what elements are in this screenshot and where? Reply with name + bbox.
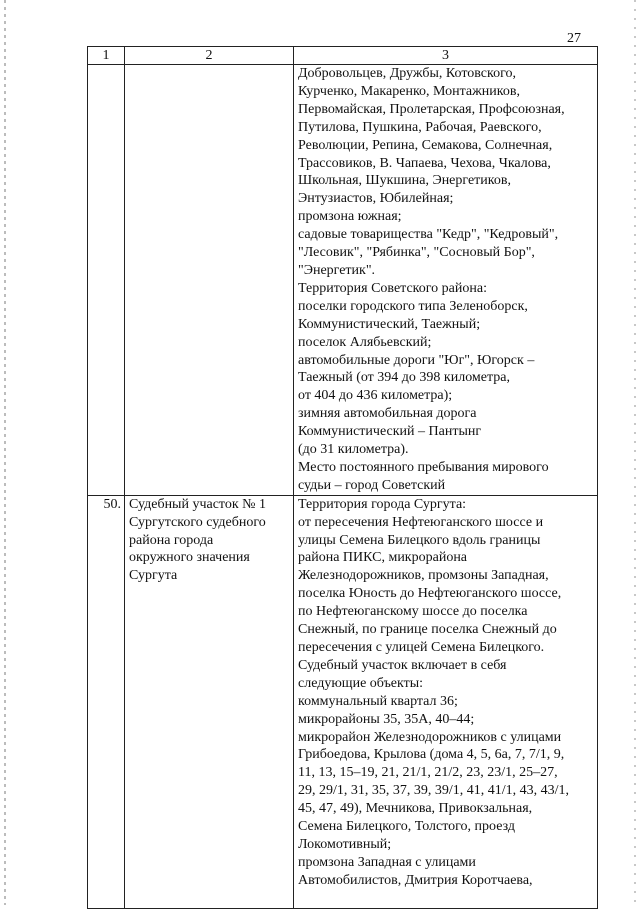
- text-line: улицы Семена Билецкого вдоль границы: [298, 532, 541, 548]
- text-line: зимняя автомобильная дорога: [298, 406, 477, 422]
- text-line: автомобильные дороги "Юг", Югорск –: [298, 352, 535, 368]
- table-row: [88, 495, 598, 908]
- text-line: поселки городского типа Зеленоборск,: [298, 298, 528, 314]
- territory-cell: [294, 495, 598, 908]
- text-line: Таежный (от 394 до 398 километра,: [298, 370, 511, 386]
- text-line: пересечения с улицей Семена Билецкого.: [298, 640, 545, 655]
- court-districts-table: [87, 46, 598, 909]
- text-line: Добровольцев, Дружбы, Котовского,: [298, 66, 517, 81]
- text-line: следующие объекты:: [298, 675, 424, 691]
- text-line: 11, 13, 15–19, 21, 21/1, 21/2, 23, 23/1, 25–27,: [298, 765, 558, 781]
- text-line: Революции, Репина, Семакова, Солнечная,: [298, 137, 553, 153]
- text-line: Коммунистический – Пантынг: [298, 424, 482, 440]
- text-line: Снежный, по границе поселка Снежный до: [298, 622, 557, 638]
- text-line: Судебный участок включает в себя: [298, 657, 507, 673]
- text-line: Трассовиков, В. Чапаева, Чехова, Чкалова,: [298, 155, 551, 171]
- court-name-cell: [125, 495, 294, 908]
- text-line: микрорайон Железнодорожников с улицами: [298, 729, 562, 745]
- text-line: микрорайоны 35, 35А, 40–44;: [298, 711, 475, 727]
- text-line: Место постоянного пребывания мирового: [298, 459, 549, 475]
- text-line: окружного значения: [129, 550, 250, 566]
- text-line: садовые товарищества "Кедр", "Кедровый",: [298, 227, 559, 243]
- column-header-1: 1: [88, 47, 125, 65]
- table-row: [88, 65, 598, 496]
- text-line: Территория Советского района:: [298, 280, 487, 296]
- text-line: Автомобилистов, Дмитрия Коротчаева,: [298, 872, 533, 888]
- court-name-cell: [125, 65, 294, 496]
- territory-cell: [294, 65, 598, 496]
- text-line: поселок Алябьевский;: [298, 334, 432, 350]
- text-line: Территория города Сургута:: [298, 496, 467, 512]
- column-header-3: 3: [294, 47, 598, 65]
- text-line: Локомотивный;: [298, 836, 392, 852]
- text-line: промзона южная;: [298, 209, 402, 225]
- text-line: Школьная, Шукшина, Энергетиков,: [298, 173, 511, 189]
- text-line: "Энергетик".: [298, 262, 376, 278]
- text-line: (до 31 километра).: [298, 442, 409, 458]
- text-line: поселка Юность до Нефтеюганского шоссе,: [298, 586, 562, 602]
- text-line: от 404 до 436 километра);: [298, 388, 453, 404]
- text-line: "Лесовик", "Рябинка", "Сосновый Бор",: [298, 245, 535, 261]
- text-line: коммунальный квартал 36;: [298, 693, 458, 709]
- row-number-cell: [88, 65, 125, 496]
- text-line: Судебный участок № 1: [129, 496, 267, 512]
- page-number: 27: [567, 31, 581, 46]
- scan-edge-left: [4, 0, 6, 905]
- text-line: от пересечения Нефтеюганского шоссе и: [298, 514, 544, 530]
- text-line: Первомайская, Пролетарская, Профсоюзная,: [298, 101, 565, 117]
- row-number-cell: 50.: [88, 495, 125, 908]
- text-line: промзона Западная с улицами: [298, 854, 476, 870]
- text-line: по Нефтеюганскому шоссе до поселка: [298, 604, 528, 620]
- column-header-2: 2: [125, 47, 294, 65]
- text-line: района города: [129, 532, 214, 548]
- text-line: Курченко, Макаренко, Монтажников,: [298, 83, 520, 99]
- text-line: Семена Билецкого, Толстого, проезд: [298, 819, 515, 835]
- table-header-row: [88, 47, 598, 65]
- text-line: Коммунистический, Таежный;: [298, 316, 481, 332]
- text-line: района ПИКС, микрорайона: [298, 550, 468, 566]
- text-line: Железнодорожников, промзоны Западная,: [298, 568, 549, 584]
- text-line: Путилова, Пушкина, Рабочая, Раевского,: [298, 119, 542, 135]
- text-line: Грибоедова, Крылова (дома 4, 5, 6а, 7, 7/1, 9,: [298, 747, 565, 763]
- text-line: Сургутского судебного: [129, 514, 266, 530]
- text-line: Сургута: [129, 568, 178, 584]
- text-line: 45, 47, 49), Мечникова, Привокзальная,: [298, 801, 533, 817]
- text-line: Энтузиастов, Юбилейная;: [298, 191, 454, 207]
- text-line: судьи – город Советский: [298, 477, 446, 493]
- scan-edge-right: [634, 0, 636, 905]
- text-line: 29, 29/1, 31, 35, 37, 39, 39/1, 41, 41/1, 43, 43/1,: [298, 783, 570, 799]
